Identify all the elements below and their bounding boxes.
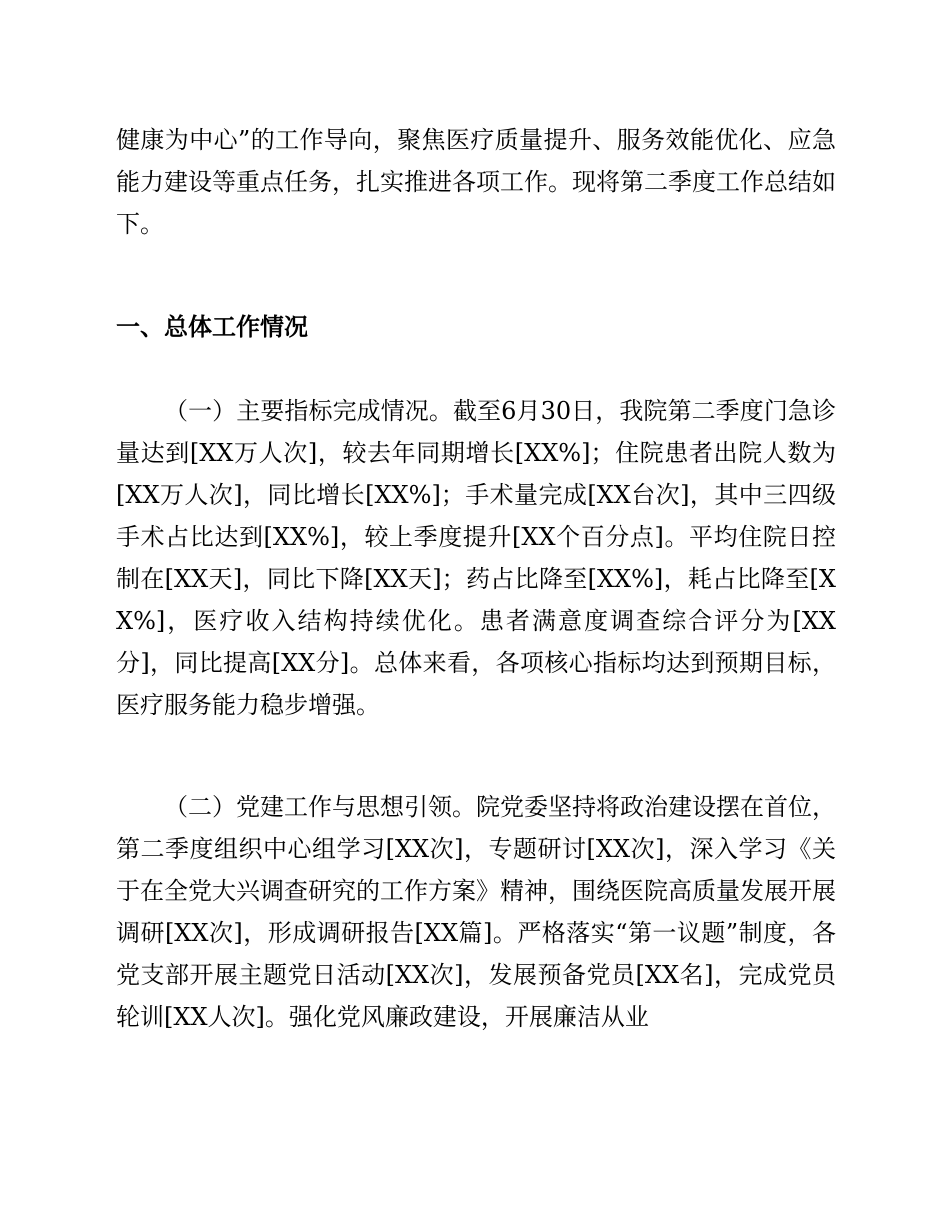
subsection-paragraph-2: （二）党建工作与思想引领。院党委坚持将政治建设摆在首位，第二季度组织中心组学习[XX次]，专题研讨[XX次]，深入学习《关于在全党大兴调查研究的工作方案》精神，围绕医院高质量发展开展调研[XX次]，形成调研报告[XX篇]。严格落实“第一议题”制度，各党支部开展主题党日活动[XX次]，发展预备党员[XX名]，完成党员轮训[XX人次]。强化党风廉政建设，开展廉洁从业	[116, 793, 836, 1031]
section-heading: 一、总体工作情况	[116, 313, 308, 341]
intro-paragraph: 健康为中心”的工作导向，聚焦医疗质量提升、服务效能优化、应急能力建设等重点任务，扎实推进各项工作。现将第二季度工作总结如下。	[116, 126, 836, 238]
subsection-paragraph-1: （一）主要指标完成情况。截至6月30日，我院第二季度门急诊量达到[XX万人次]，较去年同期增长[XX%]；住院患者出院人数为[XX万人次]，同比增长[XX%]；手术量完成[XX台次]，其中三四级手术占比达到[XX%]，较上季度提升[XX个百分点]。平均住院日控制在[XX天]，同比下降[XX天]；药占比降至[XX%]，耗占比降至[XX%]，医疗收入结构持续优化。患者满意度调查综合评分为[XX分]，同比提高[XX分]。总体来看，各项核心指标均达到预期目标，医疗服务能力稳步增强。	[116, 397, 836, 719]
